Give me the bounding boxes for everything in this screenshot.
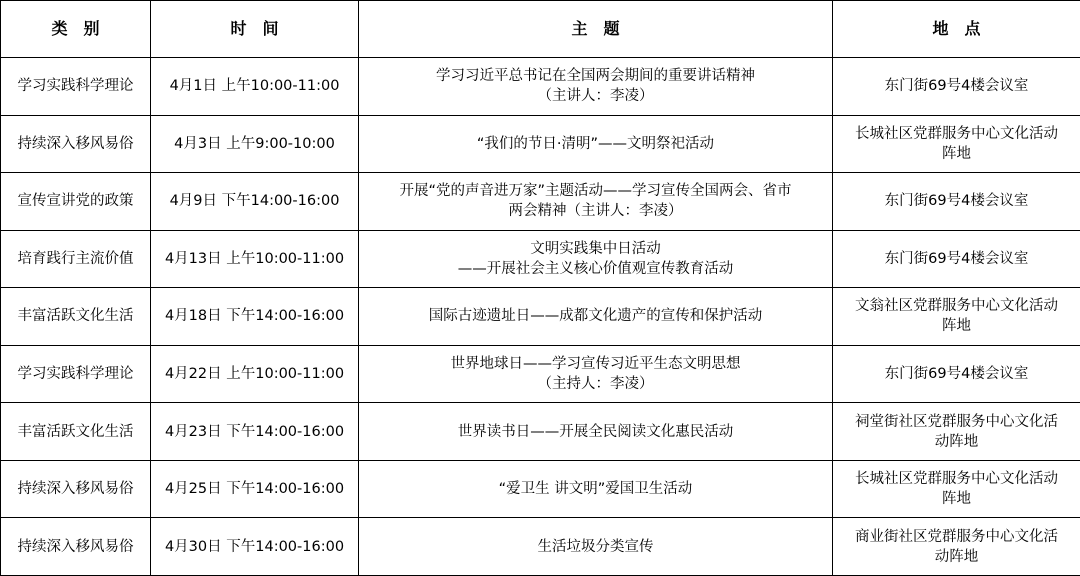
location-cell (833, 345, 1080, 403)
topic-line-2: ——开展社会主义核心价值观宣传教育活动 (457, 260, 734, 277)
time-cell (151, 58, 359, 116)
category-text: 宣传宣讲党的政策 (17, 193, 134, 210)
location-line-1: 东门街69号4楼会议室 (884, 78, 1029, 95)
time-text: 4月18日 下午14:00-16:00 (164, 308, 345, 325)
topic-cell (359, 460, 833, 518)
location-cell (833, 115, 1080, 173)
time-text: 4月25日 下午14:00-16:00 (164, 481, 345, 498)
table-row (1, 288, 1080, 346)
table-row (1, 460, 1080, 518)
time-text: 4月23日 下午14:00-16:00 (164, 423, 345, 440)
location-line-1: 东门街69号4楼会议室 (884, 250, 1029, 267)
location-line-2: 阵地 (942, 318, 971, 335)
table-row (1, 58, 1080, 116)
header-topic: 主 题 (359, 1, 833, 58)
topic-line-1: 世界读书日——开展全民阅读文化惠民活动 (457, 423, 734, 440)
time-cell (151, 288, 359, 346)
location-line-2: 阵地 (942, 491, 971, 508)
table-row (1, 518, 1080, 576)
location-line-2: 阵地 (942, 145, 971, 162)
location-line-1: 东门街69号4楼会议室 (884, 193, 1029, 210)
table-row (1, 403, 1080, 461)
location-cell (833, 403, 1080, 461)
header-category: 类 别 (1, 1, 151, 58)
topic-cell (359, 345, 833, 403)
topic-line-1: 世界地球日——学习宣传习近平生态文明思想 (450, 356, 741, 372)
category-cell (1, 173, 151, 231)
category-cell (1, 115, 151, 173)
time-cell (151, 345, 359, 403)
location-cell (833, 518, 1080, 576)
category-text: 持续深入移风易俗 (17, 135, 134, 152)
location-line-1: 东门街69号4楼会议室 (884, 366, 1029, 382)
topic-cell (359, 173, 833, 231)
table-header (1, 1, 1080, 58)
location-cell (833, 58, 1080, 116)
header-time: 时 间 (151, 1, 359, 58)
table-row (1, 345, 1080, 403)
category-cell (1, 288, 151, 346)
topic-line-1: 生活垃圾分类宣传 (537, 538, 654, 555)
category-text: 丰富活跃文化生活 (17, 308, 134, 325)
location-line-1: 商业街社区党群服务中心文化活 (855, 528, 1058, 545)
location-line-1: 文翁社区党群服务中心文化活动 (855, 298, 1058, 315)
time-text: 4月22日 上午10:00-11:00 (164, 366, 345, 382)
time-cell (151, 230, 359, 288)
topic-line-2: （主持人：李凌） (537, 376, 654, 392)
location-line-1: 长城社区党群服务中心文化活动 (855, 471, 1058, 488)
topic-cell (359, 115, 833, 173)
topic-line-1: “我们的节日·清明”——文明祭祀活动 (476, 135, 715, 152)
topic-line-1: 开展“党的声音进万家”主题活动——学习宣传全国两会、省市 (399, 183, 792, 200)
header-row (1, 1, 1080, 58)
topic-cell (359, 58, 833, 116)
location-line-1: 祠堂街社区党群服务中心文化活 (855, 413, 1058, 430)
time-text: 4月3日 上午9:00-10:00 (174, 135, 335, 152)
category-cell (1, 58, 151, 116)
time-text: 4月30日 下午14:00-16:00 (164, 538, 345, 555)
location-line-2: 动阵地 (934, 433, 979, 450)
topic-line-1: “爱卫生 讲文明”爱国卫生活动 (498, 481, 693, 498)
category-text: 学习实践科学理论 (17, 78, 134, 95)
category-cell (1, 460, 151, 518)
time-text: 4月13日 上午10:00-11:00 (164, 250, 345, 267)
time-text: 4月1日 上午10:00-11:00 (169, 78, 340, 95)
location-cell (833, 230, 1080, 288)
table-row (1, 173, 1080, 231)
category-text: 持续深入移风易俗 (17, 481, 134, 498)
category-cell (1, 230, 151, 288)
table-row (1, 115, 1080, 173)
time-cell (151, 173, 359, 231)
category-text: 丰富活跃文化生活 (17, 423, 134, 440)
topic-cell (359, 403, 833, 461)
topic-line-1: 国际古迹遗址日——成都文化遗产的宣传和保护活动 (428, 308, 763, 325)
category-cell (1, 518, 151, 576)
category-text: 持续深入移风易俗 (17, 538, 134, 555)
location-cell (833, 173, 1080, 231)
topic-line-1: 学习习近平总书记在全国两会期间的重要讲话精神 (436, 68, 755, 85)
topic-cell (359, 288, 833, 346)
category-cell (1, 345, 151, 403)
time-cell (151, 460, 359, 518)
time-cell (151, 115, 359, 173)
time-cell (151, 403, 359, 461)
topic-line-2: （主讲人：李凌） (537, 88, 654, 105)
table-row (1, 230, 1080, 288)
topic-line-2: 两会精神（主讲人：李凌） (508, 203, 683, 220)
time-text: 4月9日 下午14:00-16:00 (169, 193, 340, 210)
header-location: 地 点 (833, 1, 1080, 58)
category-text: 培育践行主流价值 (17, 250, 134, 267)
topic-line-1: 文明实践集中日活动 (530, 240, 661, 257)
time-cell (151, 518, 359, 576)
table-body (1, 58, 1080, 576)
category-cell (1, 403, 151, 461)
topic-cell (359, 230, 833, 288)
location-cell (833, 460, 1080, 518)
location-cell (833, 288, 1080, 346)
location-line-2: 动阵地 (934, 548, 979, 565)
topic-cell (359, 518, 833, 576)
category-text: 学习实践科学理论 (17, 366, 134, 382)
location-line-1: 长城社区党群服务中心文化活动 (855, 125, 1058, 142)
